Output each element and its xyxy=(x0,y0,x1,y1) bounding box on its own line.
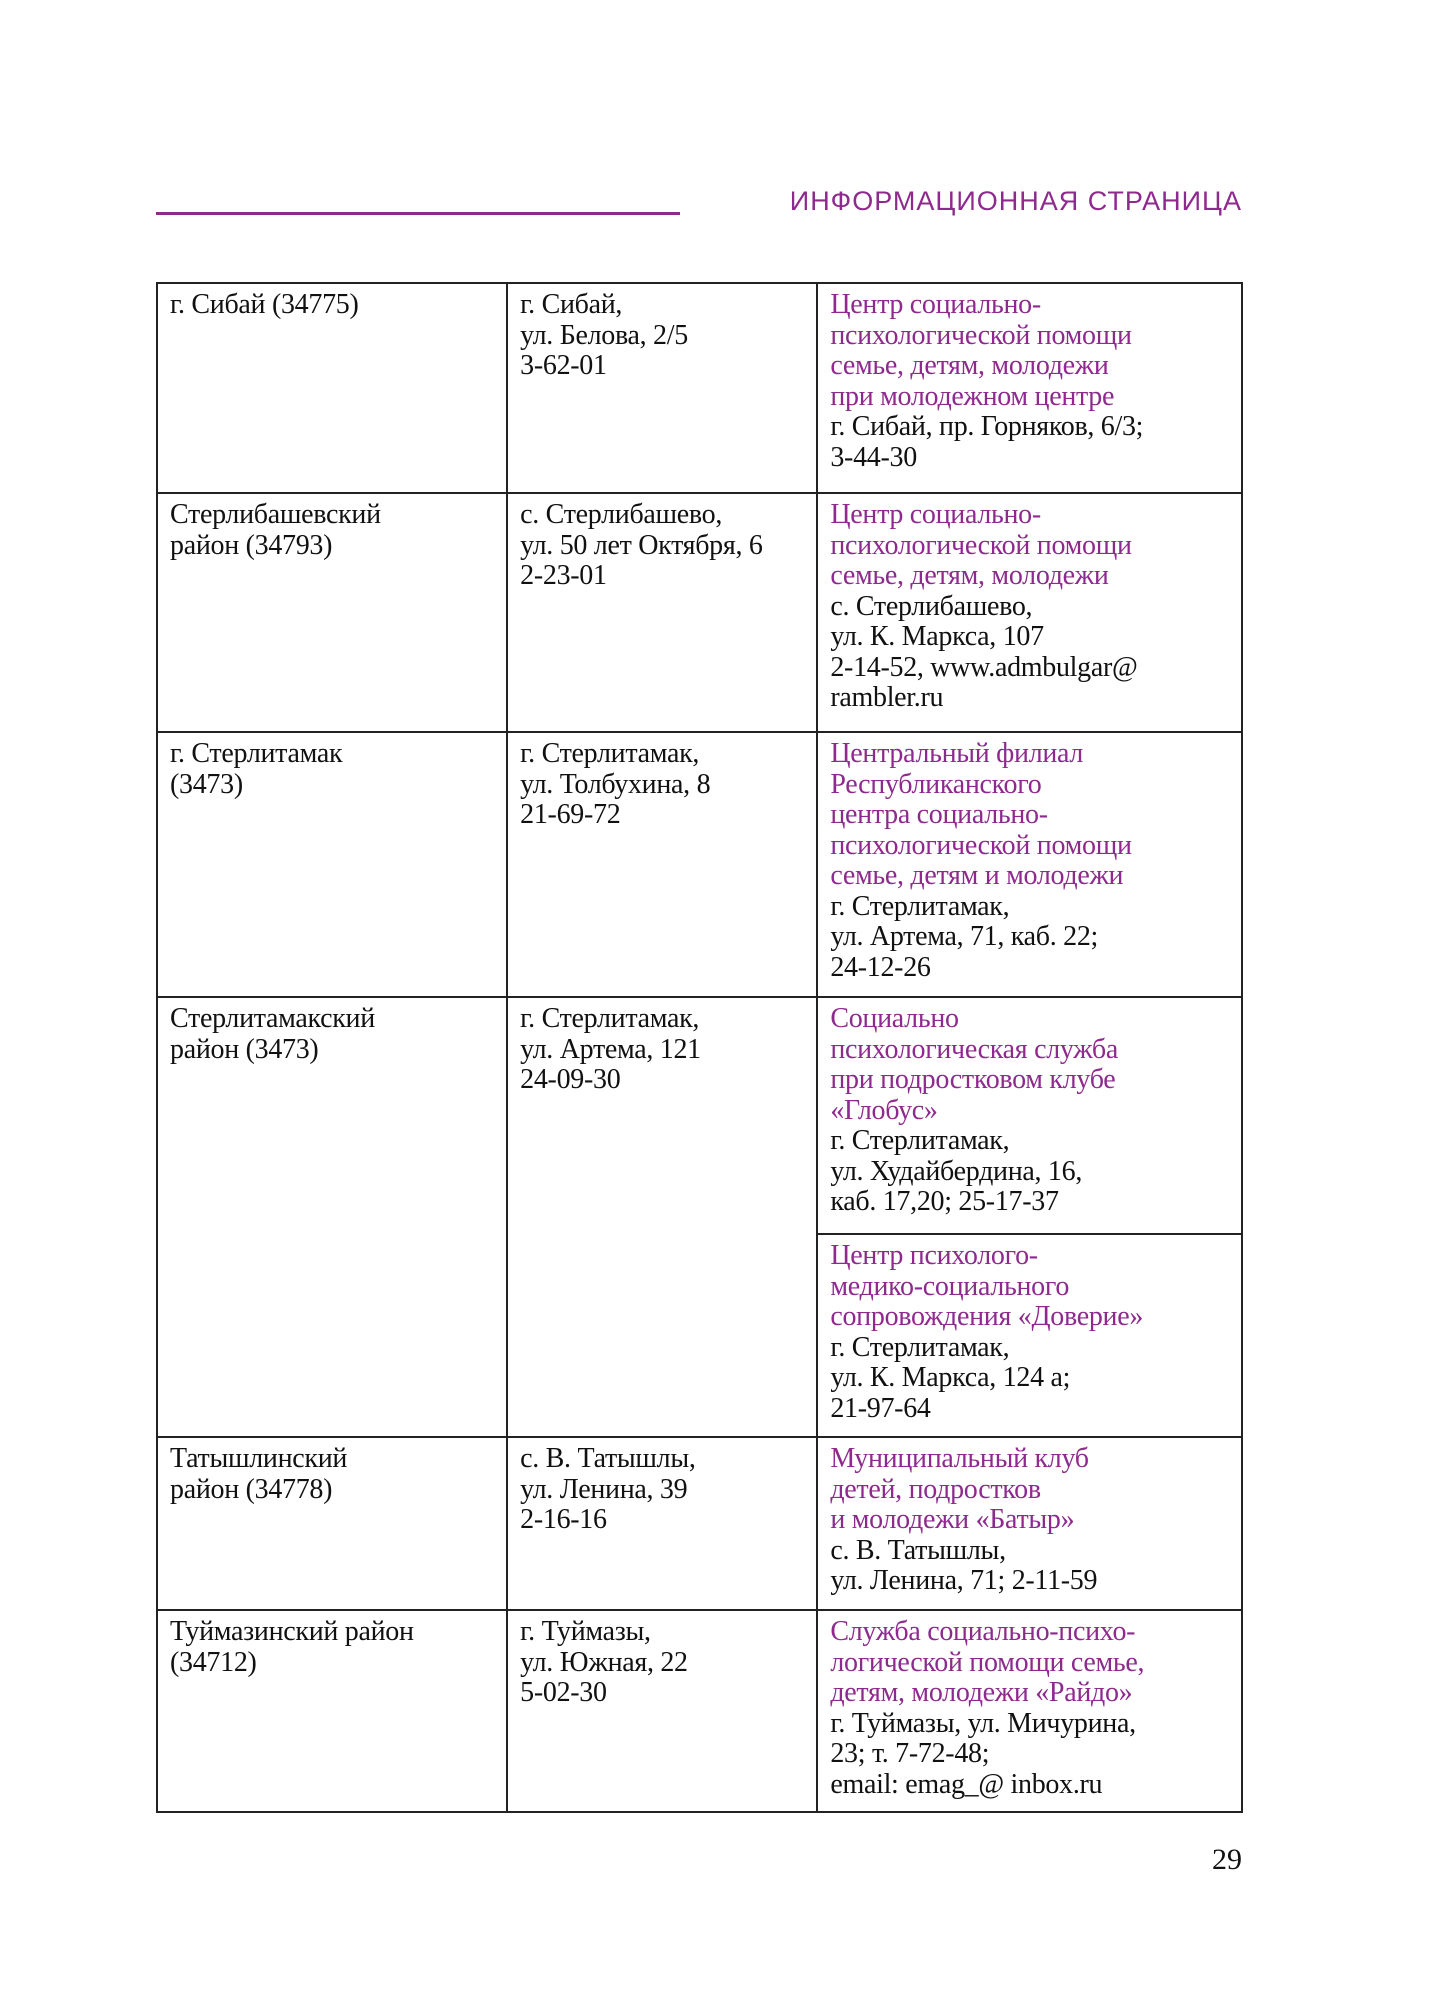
service-contact: г. Туймазы, ул. Мичурина, 23; т. 7-72-48; email: emag_@ inbox.ru xyxy=(830,1707,1136,1800)
region-cell: Туймазинский район (34712) xyxy=(157,1610,507,1812)
service-name: Центр социально- психологической помощи семье, детям, молодежи xyxy=(830,499,1132,591)
table-row xyxy=(157,493,1242,732)
region-cell: г. Сибай (34775) xyxy=(157,283,507,493)
region-cell: Стерлитамакский район (3473) xyxy=(157,997,507,1437)
table-row xyxy=(157,1437,1242,1610)
table-row xyxy=(157,997,1242,1234)
service-name: Центр социально- психологической помощи семье, детям, молодежи при молодежном центре xyxy=(830,289,1132,412)
service-cell xyxy=(817,493,1242,732)
address-cell: г. Стерлитамак, ул. Толбухина, 8 21-69-72 xyxy=(507,732,817,997)
services-table xyxy=(156,282,1243,1813)
service-cell xyxy=(817,1234,1242,1437)
service-contact: с. Стерлибашево, ул. К. Маркса, 107 2-14-52, www.admbulgar@ rambler.ru xyxy=(830,590,1138,713)
address-cell: г. Сибай, ул. Белова, 2/5 3-62-01 xyxy=(507,283,817,493)
service-cell xyxy=(817,732,1242,997)
table-row xyxy=(157,732,1242,997)
service-name: Служба социально-психо- логической помощи семье, детям, молодежи «Райдо» xyxy=(830,1616,1145,1708)
service-contact: г. Стерлитамак, ул. К. Маркса, 124 а; 21-97-64 xyxy=(830,1331,1071,1424)
service-contact: с. В. Татышлы, ул. Ленина, 71; 2-11-59 xyxy=(830,1534,1098,1596)
service-contact: г. Сибай, пр. Горняков, 6/3; 3-44-30 xyxy=(830,411,1144,473)
address-cell: с. Стерлибашево, ул. 50 лет Октября, 6 2-23-01 xyxy=(507,493,817,732)
service-name: Центр психолого- медико-социального сопровождения «Доверие» xyxy=(830,1240,1144,1332)
region-cell: Татышлинский район (34778) xyxy=(157,1437,507,1610)
service-cell xyxy=(817,283,1242,493)
page-header-title: ИНФОРМАЦИОННАЯ СТРАНИЦА xyxy=(789,186,1242,216)
page-number: 29 xyxy=(1212,1843,1242,1876)
region-cell: Стерлибашевский район (34793) xyxy=(157,493,507,732)
service-cell xyxy=(817,997,1242,1234)
service-cell xyxy=(817,1610,1242,1812)
table-row xyxy=(157,283,1242,493)
service-name: Центральный филиал Республиканского центра социально- психологической помощи семье, детям и молодежи xyxy=(830,738,1132,891)
table-row xyxy=(157,1610,1242,1812)
service-cell xyxy=(817,1437,1242,1610)
service-name: Муниципальный клуб детей, подростков и молодежи «Батыр» xyxy=(830,1443,1089,1535)
address-cell: г. Туймазы, ул. Южная, 22 5-02-30 xyxy=(507,1610,817,1812)
header-rule xyxy=(156,212,680,215)
service-name: Социально психологическая служба при подростковом клубе «Глобус» xyxy=(830,1003,1118,1126)
service-contact: г. Стерлитамак, ул. Артема, 71, каб. 22; 24-12-26 xyxy=(830,890,1099,983)
address-cell: с. В. Татышлы, ул. Ленина, 39 2-16-16 xyxy=(507,1437,817,1610)
address-cell: г. Стерлитамак, ул. Артема, 121 24-09-30 xyxy=(507,997,817,1437)
service-contact: г. Стерлитамак, ул. Худайбердина, 16, каб. 17,20; 25-17-37 xyxy=(830,1125,1083,1217)
region-cell: г. Стерлитамак (3473) xyxy=(157,732,507,997)
